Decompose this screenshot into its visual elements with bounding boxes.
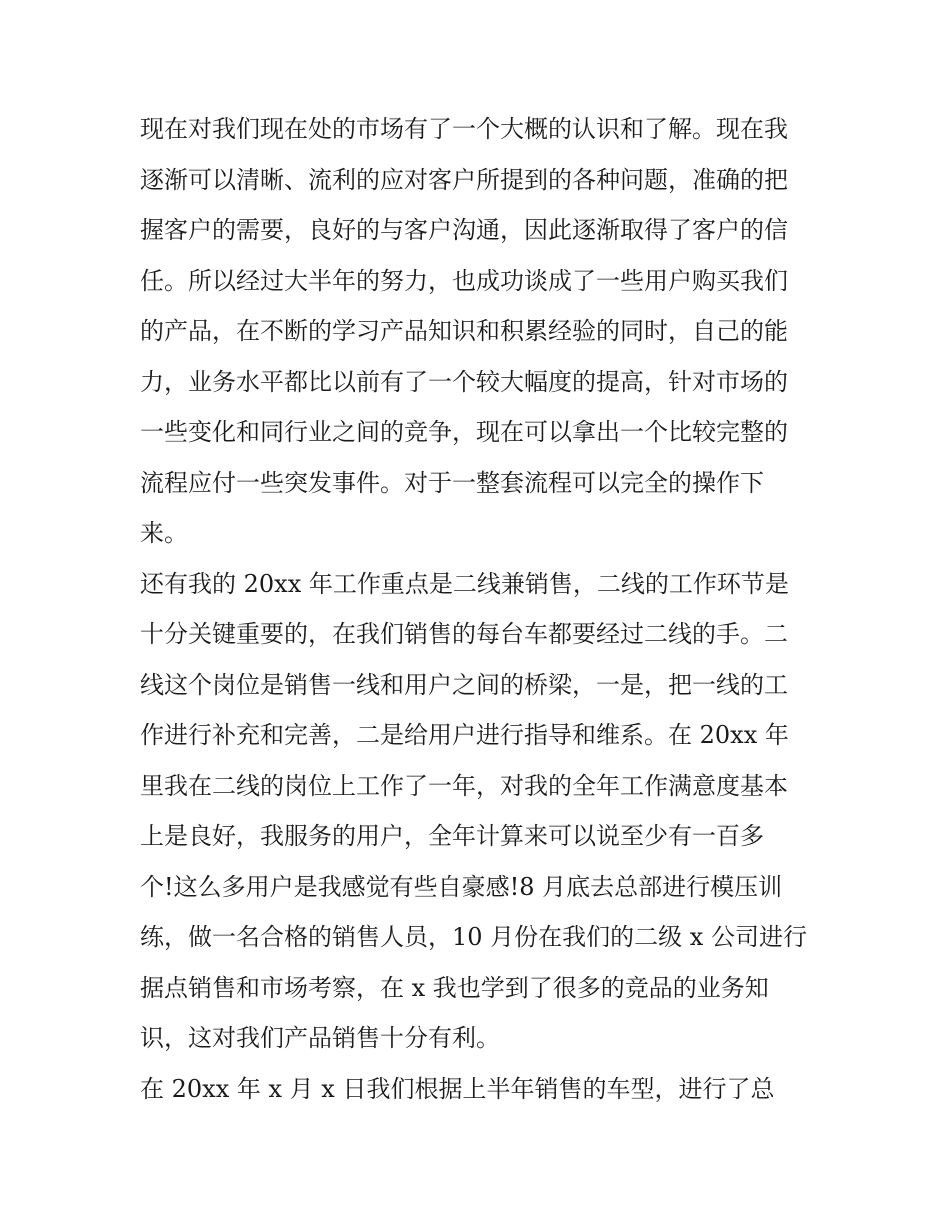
paragraph-2-line: 线这个岗位是销售一线和用户之间的桥梁，一是，把一线的工 [140, 670, 788, 699]
paragraph-1-line: 逐渐可以清晰、流利的应对客户所提到的各种问题，准确的把 [140, 165, 788, 194]
paragraph-1-line: 一些变化和同行业之间的竞争，现在可以拿出一个比较完整的 [140, 418, 788, 446]
paragraph-2-line: 识，这对我们产品销售十分有利。 [140, 1024, 500, 1052]
paragraph-1-line: 力，业务水平都比以前有了一个较大幅度的提高，针对市场的 [140, 367, 788, 396]
paragraph-1-line: 握客户的需要，良好的与客户沟通，因此逐渐取得了客户的信 [140, 216, 788, 244]
document-body [140, 104, 830, 1114]
paragraph-1-line: 的产品，在不断的学习产品知识和积累经验的同时，自己的能 [140, 317, 788, 345]
paragraph-2-line: 作进行补充和完善，二是给用户进行指导和维系。在 20xx 年 [140, 721, 789, 749]
paragraph-2-line: 练，做一名合格的销售人员，10 月份在我们的二级 x 公司进行 [140, 923, 807, 951]
paragraph-2-line: 十分关键重要的，在我们销售的每台车都要经过二线的手。二 [140, 620, 788, 648]
paragraph-1-line: 现在对我们现在处的市场有了一个大概的认识和了解。现在我 [140, 115, 788, 143]
paragraph-2-line: 里我在二线的岗位上工作了一年，对我的全年工作满意度基本 [140, 771, 788, 800]
paragraph-1-line: 来。 [140, 519, 188, 547]
paragraph-2-line: 还有我的 20xx 年工作重点是二线兼销售，二线的工作环节是 [140, 569, 789, 598]
paragraph-2-line: 据点销售和市场考察，在 x 我也学到了很多的竞品的业务知 [140, 973, 769, 1002]
paragraph-2-line: 个!这么多用户是我感觉有些自豪感!8 月底去总部进行模压训 [140, 872, 783, 901]
paragraph-1-line: 任。所以经过大半年的努力，也成功谈成了一些用户购买我们 [140, 266, 788, 295]
paragraph-3-line: 在 20xx 年 x 月 x 日我们根据上半年销售的车型，进行了总 [140, 1074, 775, 1103]
paragraph-1-line: 流程应付一些突发事件。对于一整套流程可以完全的操作下 [140, 468, 764, 497]
paragraph-2-line: 上是良好，我服务的用户，全年计算来可以说至少有一百多 [140, 822, 764, 850]
